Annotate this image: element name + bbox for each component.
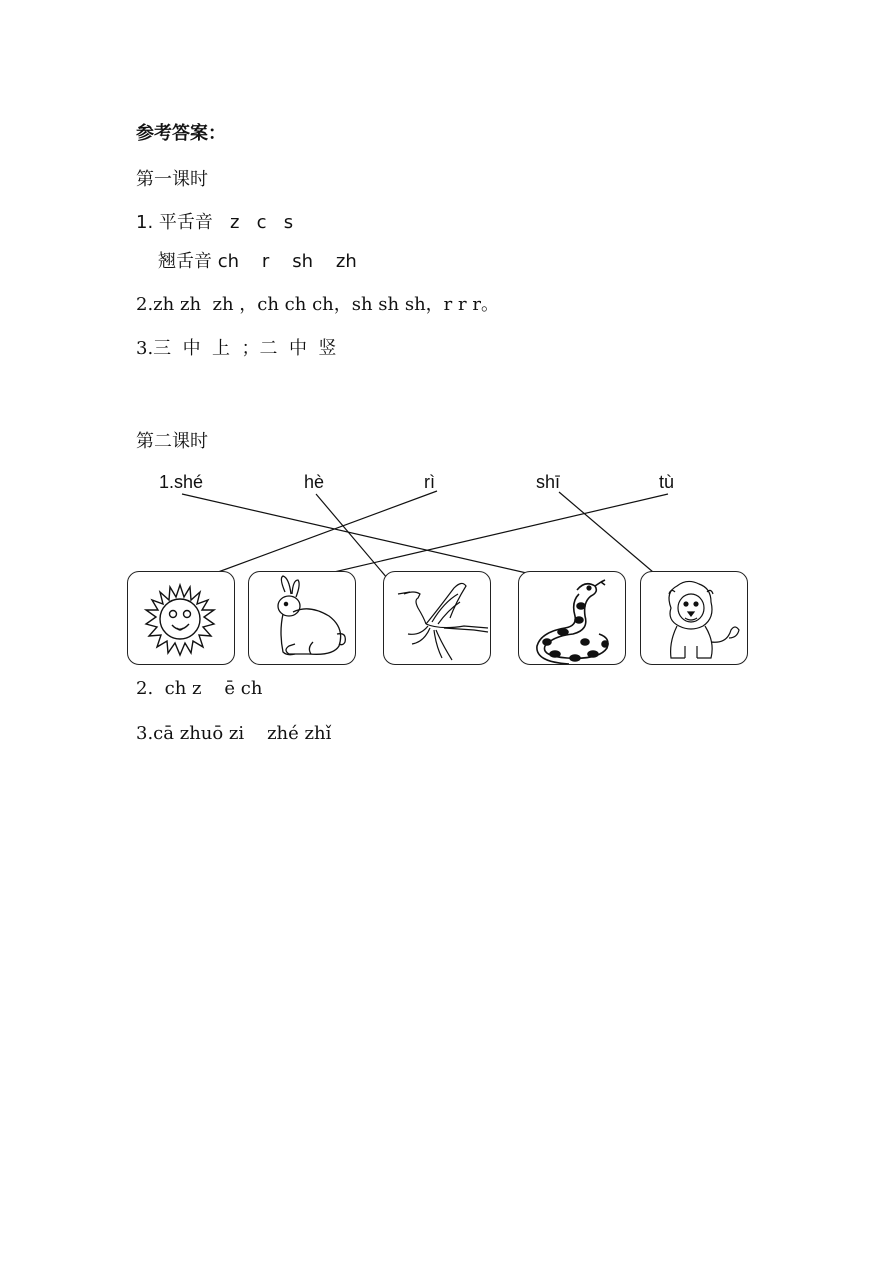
snake-icon [519,572,625,664]
match-line-she-snake [182,494,544,577]
lesson1-q3: 3.三 中 上 ；二 中 竖 [136,338,337,359]
pinyin-he: hè [304,472,325,492]
pinyin-she: 1.shé [159,472,204,492]
pinyin-ri: rì [424,472,435,492]
page-heading: 参考答案： [136,123,226,144]
lesson1-q1-line2: 翘舌音 ch r sh zh [158,251,357,272]
rabbit-icon [249,572,355,664]
lion-icon [641,572,747,664]
picture-card-sun [127,571,235,665]
sun-icon [128,572,234,664]
lesson1-q2: 2.zh zh zh ，ch ch ch，sh sh sh，r r r。 [136,294,499,315]
lesson2-q2: 2. ch z ē ch [136,678,263,699]
match-line-tu-rabbit [317,494,668,576]
crane-icon [384,572,490,664]
lesson2-title: 第二课时 [136,431,208,452]
picture-card-crane [383,571,491,665]
picture-card-lion [640,571,748,665]
match-line-ri-sun [210,491,437,575]
pinyin-shi: shī [536,472,561,492]
picture-card-snake [518,571,626,665]
lesson1-title: 第一课时 [136,169,208,190]
picture-card-rabbit [248,571,356,665]
pinyin-tu: tù [659,472,675,492]
lesson1-q1-line1: 1. 平舌音 z c s [136,212,294,233]
lesson2-q3: 3.cā zhuō zi zhé zhǐ [136,723,332,744]
